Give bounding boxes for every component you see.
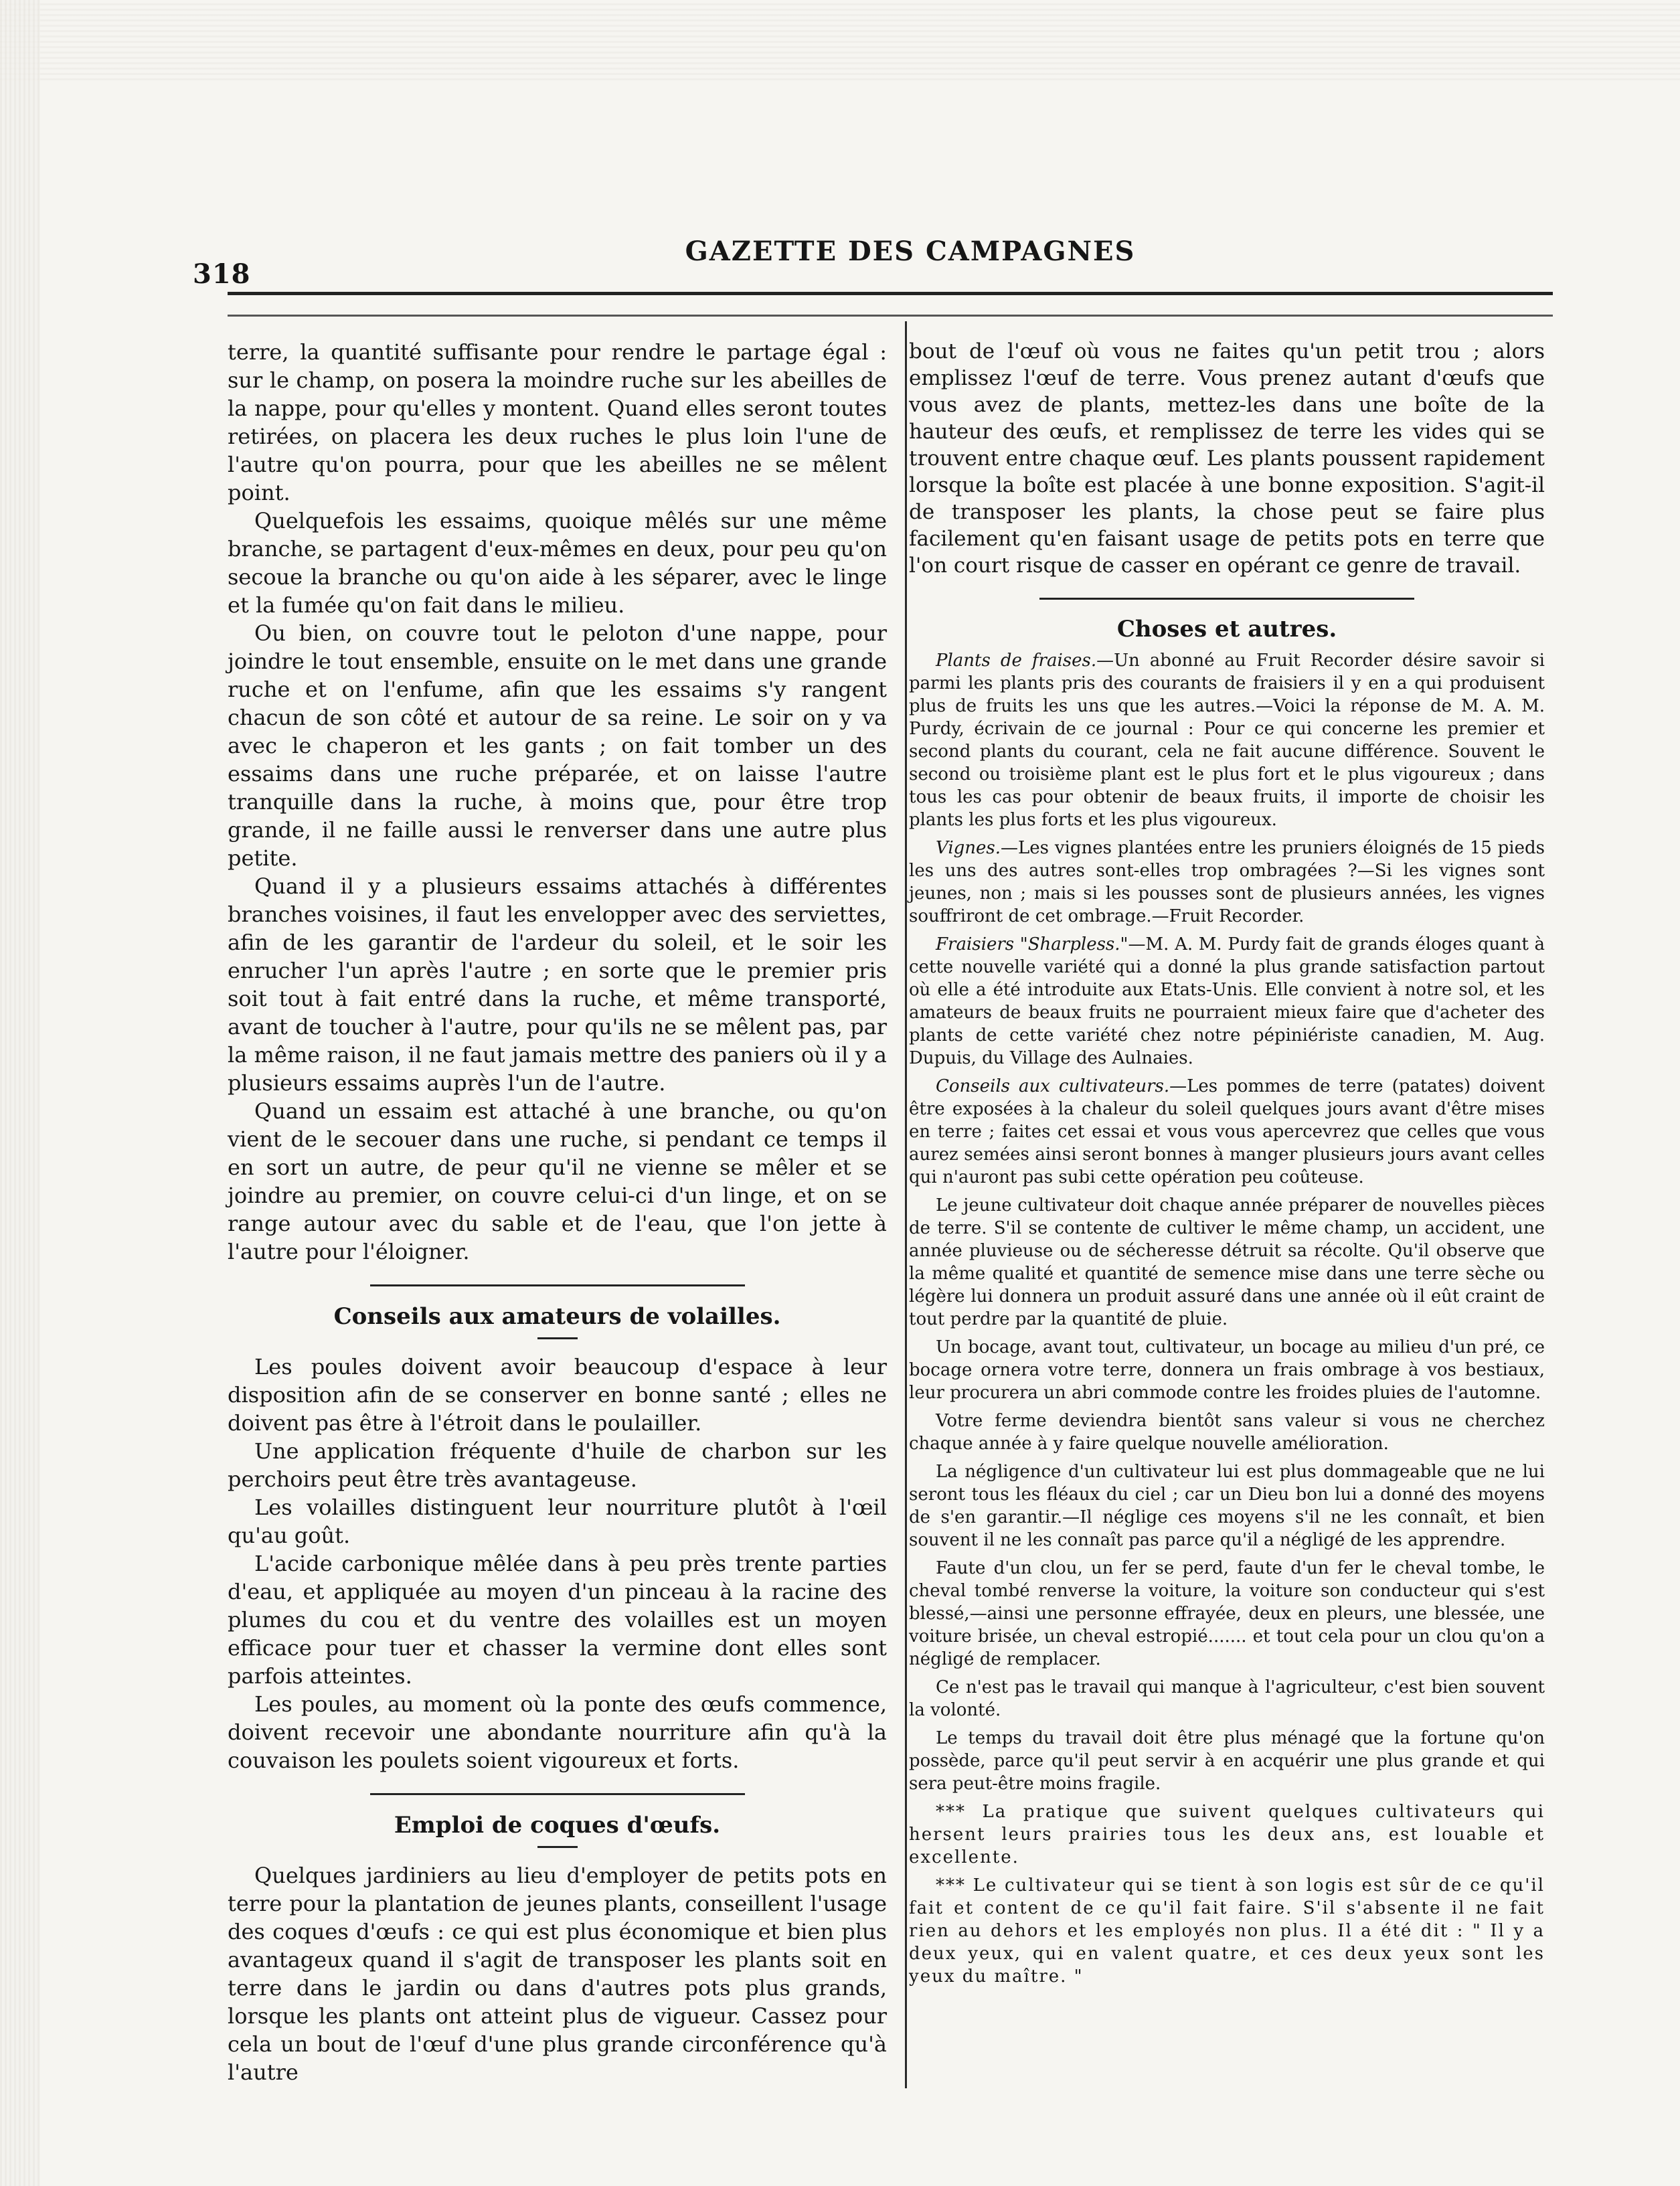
column-divider: [905, 321, 907, 2088]
news-item: Faute d'un clou, un fer se perd, faute d'un fer le cheval tombe, le cheval tombé renverse la voiture, la voiture son conducteur qui s'est blessé,—ainsi une personne effrayée, deux en pleurs, une blessée, une voiture brisée, un cheval estropié....... et tout cela pour un clou qu'on a négligé de remplacer.: [909, 1558, 1545, 1669]
page-top-edge: [0, 0, 1680, 80]
right-column: [909, 338, 1545, 1993]
paragraph: Les poules doivent avoir beaucoup d'espace à leur disposition afin de se conserver en bonne santé ; elles ne doivent pas être à l'étroit dans le poulailler.: [228, 1354, 887, 1436]
paragraph: bout de l'œuf où vous ne faites qu'un petit trou ; alors emplissez l'œuf de terre. Vous prenez autant d'œufs que vous avez de plants, mettez-les dans une boîte de la hauteur des œufs, et remplissez de terre les vides qui se trouvent entre chaque œuf. Les plants poussent rapidement lorsque la boîte est placée à une bonne exposition. S'agit-il de transposer les plants, la chose peut se faire plus facilement qu'en faisant usage de petits pots en terre que l'on court risque de casser en opérant ce genre de travail.: [909, 339, 1545, 578]
left-column: [228, 338, 887, 2086]
header-rule: [228, 292, 1553, 295]
paragraph: Quand il y a plusieurs essaims attachés à différentes branches voisines, il faut les envelopper avec des serviettes, afin de les garantir de l'ardeur du soleil, et le soir les enrucher l'un après l'autre ; en sorte que le premier pris soit tout à fait entré dans la ruche, et même transporté, avant de toucher à l'autre, pour qu'ils ne se mêlent pas, par la même raison, il ne faut jamais mettre des paniers où il y a plusieurs essaims auprès l'un de l'autre.: [228, 873, 887, 1096]
news-item: [909, 1075, 1545, 1189]
paragraph: Une application fréquente d'huile de charbon sur les perchoirs peut être très avantageuse.: [228, 1438, 887, 1492]
item-lead: Fraisiers "Sharpless.": [936, 934, 1128, 954]
section-separator: [1039, 598, 1414, 600]
section-separator: [370, 1793, 745, 1795]
item-text: —Les pommes de terre (patates) doivent être exposées à la chaleur du soleil quelques jours avant d'être mises en terre ; faites cet essai et vous vous apercevrez que celles que vous aurez semées ainsi seront bonnes à manger plusieurs jours avant celles qui n'auront pas subi cette opération peu coûteuse.: [909, 1076, 1545, 1187]
item-lead: Conseils aux cultivateurs.: [936, 1076, 1170, 1096]
paragraph: Quelques jardiniers au lieu d'employer de petits pots en terre pour la plantation de jeunes plants, conseillent l'usage des coques d'œufs : ce qui est plus économique et bien plus avantageux quand il s'agit de transposer les plants soit en terre dans le jardin ou dans d'autres pots plus grands, lorsque les plants ont atteint plus de vigueur. Cassez pour cela un bout de l'œuf d'une plus grande circonférence qu'à l'autre: [228, 1863, 887, 2085]
page-title: GAZETTE DES CAMPAGNES: [685, 236, 1136, 267]
paragraph: terre, la quantité suffisante pour rendre le partage égal : sur le champ, on posera la moindre ruche sur les abeilles de la nappe, pour qu'elles y montent. Quand elles seront toutes retirées, on placera les deux ruches le plus loin l'une de l'autre qu'on pourra, pour que les abeilles ne se mêlent point.: [228, 339, 887, 505]
news-item: Le jeune cultivateur doit chaque année préparer de nouvelles pièces de terre. S'il se contente de cultiver le même champ, un accident, une année pluvieuse ou de sécheresse détruit sa récolte. Qu'il observe que la même qualité et quantité de semence mise dans une terre sèche ou légère lui donnera un produit assuré dans une année où il eût craint de tout perdre par la quantité de pluie.: [909, 1195, 1545, 1329]
news-item: Un bocage, avant tout, cultivateur, un bocage au milieu d'un pré, ce bocage ornera votre terre, donnera un frais ombrage à vos bestiaux, leur procurera un abri commode contre les froides pluies de l'automne.: [909, 1337, 1545, 1403]
heading-dash: [537, 1846, 578, 1848]
header-rule-secondary: [228, 315, 1553, 317]
page-number: 318: [193, 258, 251, 290]
paragraph: Les poules, au moment où la ponte des œufs commence, doivent recevoir une abondante nourriture afin qu'à la couvaison les poulets soient vigoureux et forts.: [228, 1691, 887, 1773]
heading-dash: [537, 1337, 578, 1339]
item-lead: Vignes.: [936, 838, 1001, 858]
news-item: La négligence d'un cultivateur lui est plus dommageable que ne lui seront tous les fléaux du ciel ; car un Dieu bon lui a donné des moyens de s'en garantir.—Il néglige ces moyens s'il ne les connaît, et bien souvent il ne les connaît pas parce qu'il a négligé de les apprendre.: [909, 1462, 1545, 1550]
section-heading: Conseils aux amateurs de volailles.: [333, 1303, 781, 1330]
news-item: [909, 933, 1545, 1070]
news-item: Le temps du travail doit être plus ménagé que la fortune qu'on possède, parce qu'il peut servir à en acquérir une plus grande et qui sera peut-être moins fragile.: [909, 1728, 1545, 1794]
news-items: [909, 649, 1545, 1988]
news-item: Ce n'est pas le travail qui manque à l'agriculteur, c'est bien souvent la volonté.: [909, 1677, 1545, 1720]
item-text: —M. A. M. Purdy fait de grands éloges quant à cette nouvelle variété qui a donné la plus grande satisfaction partout où elle a été introduite aux Etats-Unis. Elle convient à notre sol, et les amateurs de beaux fruits ne pourraient mieux faire que d'acheter des plants de cette variété chez notre pépiniériste canadien, M. Aug. Dupuis, du Village des Aulnaies.: [909, 934, 1545, 1068]
news-item: *** La pratique que suivent quelques cultivateurs qui hersent leurs prairies tous les deux ans, est louable et excellente.: [909, 1802, 1545, 1867]
paragraph: Ou bien, on couvre tout le peloton d'une nappe, pour joindre le tout ensemble, ensuite on le met dans une grande ruche et on l'enfume, afin que les essaims s'y rangent chacun de son côté et autour de sa reine. Le soir on y va avec le chaperon et les gants ; on fait tomber un des essaims dans une ruche préparée, et on laisse l'autre tranquille dans la ruche, à moins que, pour être trop grande, il ne faille aussi le renverser dans une autre plus petite.: [228, 620, 887, 871]
item-text: —Les vignes plantées entre les pruniers éloignés de 15 pieds les uns des autres sont-elles trop ombragées ?—Si les vignes sont jeunes, non ; mais si les pousses sont de plusieurs années, les vignes souffriront de cet ombrage.—Fruit Recorder.: [909, 838, 1545, 926]
section-heading: Emploi de coques d'œufs.: [394, 1812, 721, 1839]
item-text: —Un abonné au Fruit Recorder désire savoir si parmi les plants pris des courants de fraisiers il y en a qui produisent plus de fruits les uns que les autres.—Voici la réponse de M. A. M. Purdy, écrivain de ce journal : Pour ce qui concerne les premier et second plants du courant, cela ne fait aucune différence. Souvent le second ou troisième plant est le plus fort et le plus vigoureux ; dans tous les cas pour obtenir de beaux fruits, il importe de choisir les plants les plus forts et les plus vigoureux.: [909, 651, 1545, 830]
news-item: [909, 837, 1545, 928]
news-item: [909, 649, 1545, 831]
paragraph: Quelquefois les essaims, quoique mêlés sur une même branche, se partagent d'eux-mêmes en deux, pour peu qu'on secoue la branche ou qu'on aide à les séparer, avec le linge et la fumée qu'on fait dans le milieu.: [228, 508, 887, 618]
paragraph: L'acide carbonique mêlée dans à peu près trente parties d'eau, et appliquée au moyen d'un pinceau à la racine des plumes du cou et du ventre des volailles est un moyen efficace pour tuer et chasser la vermine dont elles sont parfois atteintes.: [228, 1551, 887, 1689]
news-item: *** Le cultivateur qui se tient à son logis est sûr de ce qu'il fait et content de ce qu'il fait faire. S'il s'absente il ne fait rien au dehors et les employés non plus. Il a été dit : " Il y a deux yeux, qui en valent quatre, et ces deux yeux sont les yeux du maître. ": [909, 1875, 1545, 1987]
news-item: Votre ferme deviendra bientôt sans valeur si vous ne cherchez chaque année à y faire quelque nouvelle amélioration.: [909, 1411, 1545, 1454]
section-separator: [370, 1284, 745, 1286]
section-heading: Choses et autres.: [1116, 616, 1337, 643]
paragraph: Les volailles distinguent leur nourriture plutôt à l'œil qu'au goût.: [228, 1495, 887, 1548]
paragraph: Quand un essaim est attaché à une branche, ou qu'on vient de le secouer dans une ruche, si pendant ce temps il en sort un autre, de peur qu'il ne vienne se mêler et se joindre au premier, on couvre celui-ci d'un linge, et on se range autour avec du sable et de l'eau, que l'on jette à l'autre pour l'éloigner.: [228, 1098, 887, 1264]
item-lead: Plants de fraises.: [936, 651, 1097, 671]
page-left-edge: [0, 0, 40, 2186]
